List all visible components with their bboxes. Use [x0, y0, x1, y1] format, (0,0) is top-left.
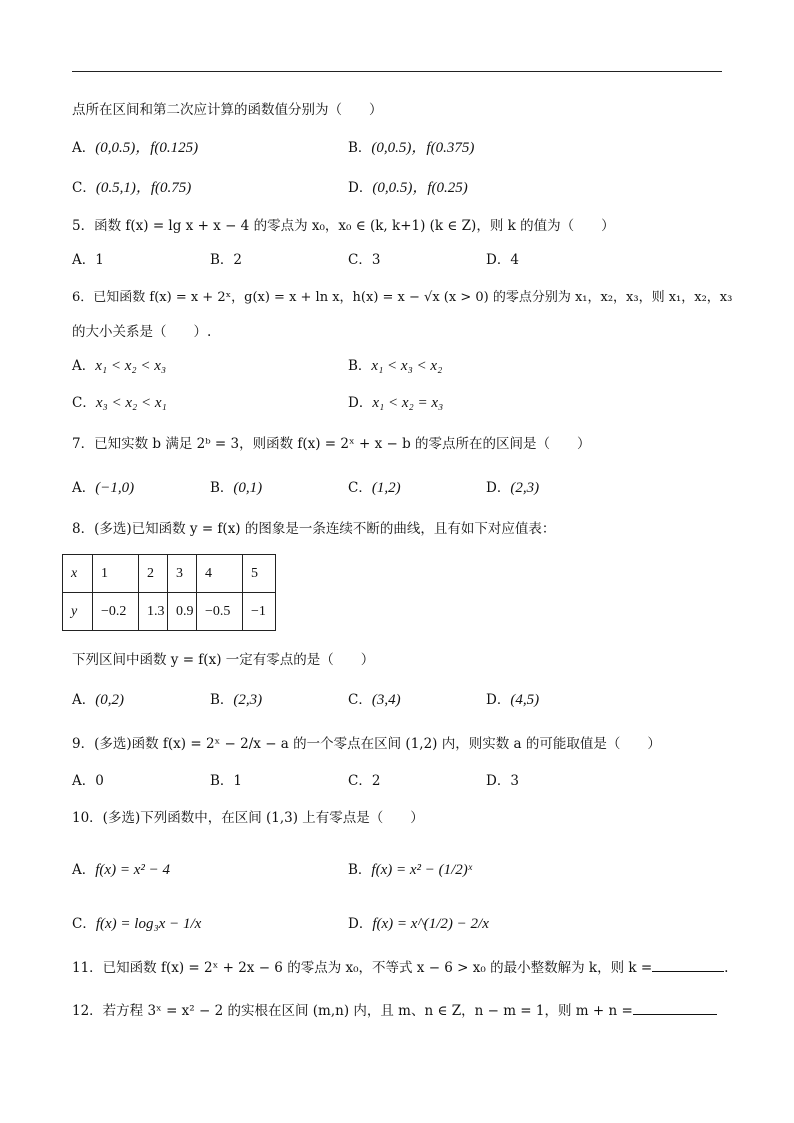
table-header-y: y	[63, 593, 93, 631]
q12-answer-blank[interactable]	[633, 1000, 717, 1015]
q10-stem: 10．(多选)下列函数中，在区间 (1,3) 上有零点是（ ）	[72, 810, 424, 826]
q9-option-c[interactable]: C．2	[348, 773, 381, 789]
q10-option-a[interactable]: A．f(x) = x² − 4	[72, 862, 170, 878]
q10-option-c[interactable]: C．f(x) = log₃x − 1/x	[72, 916, 202, 932]
q5-stem: 5．函数 f(x) = lg x + x − 4 的零点为 x₀，x₀ ∈ (k, k+1) (k ∈ Z)，则 k 的值为（ ）	[72, 218, 615, 234]
q7-stem: 7．已知实数 b 满足 2ᵇ = 3，则函数 f(x) = 2ˣ + x − b 的零点所在的区间是（ ）	[72, 436, 591, 452]
q6-option-a[interactable]: A．x₁ < x₂ < x₃	[72, 358, 167, 374]
q10-option-b[interactable]: B．f(x) = x² − (1/2)ˣ	[348, 862, 473, 878]
q4-option-a[interactable]: A．(0,0.5)，f(0.125)	[72, 140, 199, 156]
q6-stem-line2: 的大小关系是（ ）.	[72, 324, 212, 340]
q4-option-b[interactable]: B．(0,0.5)，f(0.375)	[348, 140, 475, 156]
q11-stem: 11．已知函数 f(x) = 2ˣ + 2x − 6 的零点为 x₀，不等式 x − 6 > x₀ 的最小整数解为 k，则 k = .	[72, 957, 728, 978]
q6-option-b[interactable]: B．x₁ < x₃ < x₂	[348, 358, 443, 374]
q7-option-b[interactable]: B．(0,1)	[210, 480, 263, 496]
table-cell: 1.3	[139, 593, 168, 631]
q4-option-d[interactable]: D．(0,0.5)，f(0.25)	[348, 180, 468, 196]
header-rule	[72, 71, 722, 72]
q5-option-d[interactable]: D．4	[486, 252, 519, 268]
value-table-row-x	[63, 555, 276, 593]
q9-option-b[interactable]: B．1	[210, 773, 243, 789]
table-cell: −0.2	[93, 593, 139, 631]
value-table-row-y	[63, 593, 276, 631]
table-cell: −0.5	[197, 593, 243, 631]
q7-option-a[interactable]: A．(−1,0)	[72, 480, 135, 496]
q9-option-a[interactable]: A．0	[72, 773, 104, 789]
table-cell: 1	[93, 555, 139, 593]
table-cell: 4	[197, 555, 243, 593]
q12-stem: 12．若方程 3ˣ = x² − 2 的实根在区间 (m,n) 内，且 m、n ∈ Z，n − m = 1，则 m + n =	[72, 1000, 717, 1021]
q5-option-a[interactable]: A．1	[72, 252, 104, 268]
q8-option-b[interactable]: B．(2,3)	[210, 692, 263, 708]
table-cell: 5	[243, 555, 276, 593]
value-table	[62, 554, 276, 631]
table-header-x: x	[63, 555, 93, 593]
table-cell: 3	[168, 555, 197, 593]
q11-answer-blank[interactable]	[652, 957, 724, 972]
q6-stem-line1: 6．已知函数 f(x) = x + 2ˣ，g(x) = x + ln x，h(x) = x − √x (x > 0) 的零点分别为 x₁，x₂，x₃，则 x₁，x₂，x₃	[72, 290, 733, 305]
q4-stem-tail: 点所在区间和第二次应计算的函数值分别为（ ）	[72, 102, 383, 118]
q7-option-d[interactable]: D．(2,3)	[486, 480, 540, 496]
q7-option-c[interactable]: C．(1,2)	[348, 480, 401, 496]
q4-option-c[interactable]: C．(0.5,1)，f(0.75)	[72, 180, 192, 196]
q5-option-c[interactable]: C．3	[348, 252, 381, 268]
q8-option-a[interactable]: A．(0,2)	[72, 692, 124, 708]
q6-option-c[interactable]: C．x₃ < x₂ < x₁	[72, 395, 167, 411]
q9-option-d[interactable]: D．3	[486, 773, 519, 789]
q8-option-c[interactable]: C．(3,4)	[348, 692, 401, 708]
table-cell: 0.9	[168, 593, 197, 631]
q8-stem: 8．(多选)已知函数 y = f(x) 的图象是一条连续不断的曲线，且有如下对应值表：	[72, 521, 556, 537]
q8-question: 下列区间中函数 y = f(x) 一定有零点的是（ ）	[72, 652, 375, 668]
q5-option-b[interactable]: B．2	[210, 252, 243, 268]
q9-stem: 9．(多选)函数 f(x) = 2ˣ − 2/x − a 的一个零点在区间 (1,2) 内，则实数 a 的可能取值是（ ）	[72, 736, 661, 752]
q8-option-d[interactable]: D．(4,5)	[486, 692, 540, 708]
table-cell: −1	[243, 593, 276, 631]
table-cell: 2	[139, 555, 168, 593]
q6-option-d[interactable]: D．x₁ < x₂ = x₃	[348, 395, 444, 411]
q10-option-d[interactable]: D．f(x) = x^(1/2) − 2/x	[348, 916, 489, 932]
